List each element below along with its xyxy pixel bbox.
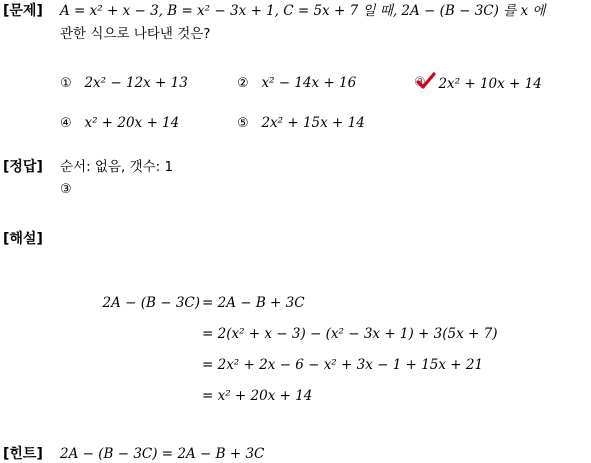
problem-statement-line2: 관한 식으로 나타낸 것은?: [60, 26, 211, 42]
option-2-expression: x² − 14x + 16: [261, 75, 357, 91]
option-4-number: ④: [60, 116, 72, 131]
option-2[interactable]: [237, 74, 356, 93]
solution-step-2-rhs: = 2(x² + x − 3) − (x² − 3x + 1) + 3(5x + 7): [202, 326, 498, 342]
red-checkmark-icon: [416, 71, 436, 91]
hint-label: [힌트]: [3, 446, 43, 462]
option-1-expression: 2x² − 12x + 13: [84, 75, 188, 91]
problem-statement-line1: A = x² + x − 3, B = x² − 3x + 1, C = 5x + 7 일 때, 2A − (B − 3C) 를 x 에: [60, 3, 546, 19]
solution-step-4-rhs: = x² + 20x + 14: [202, 388, 313, 404]
problem-label: [문제]: [3, 3, 43, 19]
solution-lhs: 2A − (B − 3C): [102, 295, 200, 311]
option-4[interactable]: [60, 114, 179, 133]
option-5[interactable]: [237, 114, 365, 133]
solution-step-3-rhs: = 2x² + 2x − 6 − x² + 3x − 1 + 15x + 21: [202, 357, 484, 373]
option-3-number: ③: [414, 75, 426, 90]
solution-step-3: [202, 356, 483, 374]
option-3-expression: 2x² + 10x + 14: [438, 76, 542, 92]
option-2-number: ②: [237, 76, 249, 91]
option-3[interactable]: [414, 74, 542, 93]
solution-step-2: [202, 325, 497, 343]
option-4-expression: x² + 20x + 14: [84, 115, 180, 131]
option-1-number: ①: [60, 76, 72, 91]
answer-value: ③: [60, 182, 72, 197]
solution-label: [해설]: [3, 231, 43, 247]
solution-step-1-rhs: = 2A − B + 3C: [202, 295, 305, 311]
answer-label: [정답]: [3, 159, 43, 175]
solution-step-4: [202, 387, 312, 405]
hint-text: 2A − (B − 3C) = 2A − B + 3C: [60, 446, 265, 462]
option-5-number: ⑤: [237, 116, 249, 131]
answer-meta: 순서: 없음, 갯수: 1: [60, 159, 174, 175]
option-3-selected-marker: [414, 74, 434, 90]
option-1[interactable]: [60, 74, 188, 93]
option-5-expression: 2x² + 15x + 14: [261, 115, 365, 131]
